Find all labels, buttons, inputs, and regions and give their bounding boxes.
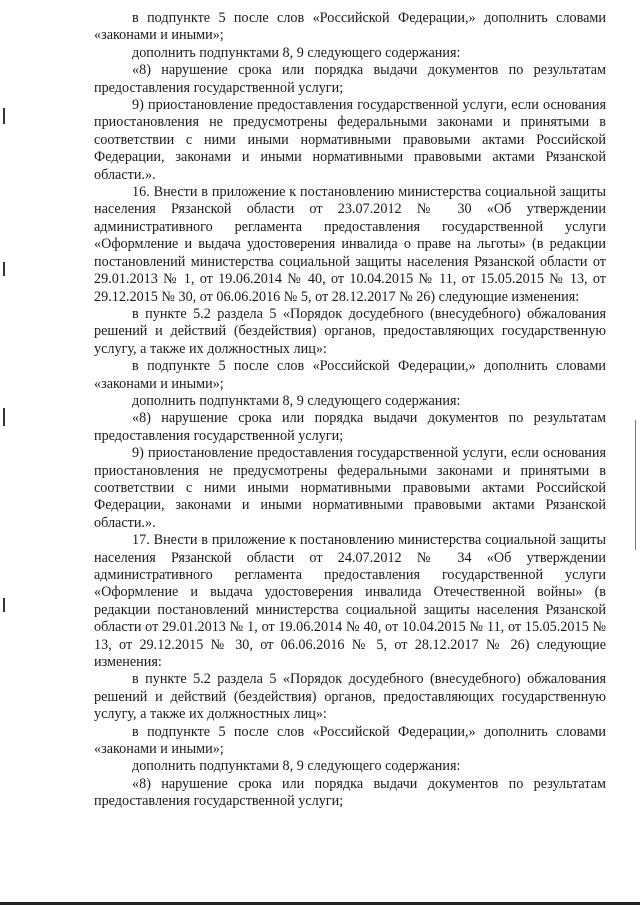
paragraph: «8) нарушение срока или порядка выдачи документов по результатам предоставления государственной услуги; (94, 775, 606, 810)
paragraph: дополнить подпунктами 8, 9 следующего содержания: (132, 44, 461, 61)
paragraph: в пункте 5.2 раздела 5 «Порядок досудебного (внесудебного) обжалования решений и действий (бездействия) органов, предоставляющих государственную услугу, а также их должностных лиц»: (94, 671, 606, 723)
scan-edge-line (635, 420, 636, 550)
scan-edge-mark (3, 262, 5, 276)
paragraph: 17. Внести в приложение к постановлению министерства социальной защиты населения Рязанской области от 24.07.2012 № 34 «Об утверждении административного регламента предоставления государственной услуги «Оформление и выдача удостоверения инвалида Отечественной войны» (в редакции постановлений министерства социальной защиты населения Рязанской области от 29.01.2013 № 1, от 19.06.2014 № 40, от 10.04.2015 № 11, от 15.05.2015 № 13, от 29.12.2015 № 30, от 06.06.2016 № 5, от 28.12.2017 № 26) следующие изменения: (94, 532, 606, 671)
paragraph: дополнить подпунктами 8, 9 следующего содержания: (132, 758, 461, 775)
paragraph: «8) нарушение срока или порядка выдачи документов по результатам предоставления государственной услуги; (94, 410, 606, 444)
paragraph: в подпункте 5 после слов «Российской Федерации,» дополнить словами «законами и иными»; (94, 723, 606, 758)
paragraph: в подпункте 5 после слов «Российской Федерации,» дополнить словами «законами и иными»; (94, 10, 606, 44)
scan-edge-mark (3, 598, 5, 612)
paragraph: в пункте 5.2 раздела 5 «Порядок досудебного (внесудебного) обжалования решений и действий (бездействия) органов, предоставляющих государственную услугу, а также их должностных лиц»: (94, 305, 606, 357)
scan-edge-mark (3, 408, 5, 426)
paragraph: «8) нарушение срока или порядка выдачи документов по результатам предоставления государственной услуги; (94, 62, 606, 96)
paragraph: 9) приостановление предоставления государственной услуги, если основания приостановления не предусмотрены федеральными законами и принятыми в соответствии с ними иными нормативными правовыми актами Российской Федерации, законами и иными нормативными правовыми актами Рязанской области.». (94, 445, 606, 531)
scan-edge-mark (3, 108, 5, 124)
paragraph: 16. Внести в приложение к постановлению министерства социальной защиты населения Рязанской области от 23.07.2012 № 30 «Об утверждении административного регламента предоставления государственной услуги «Оформление и выдача удостоверения инвалида о праве на льготы» (в редакции постановлений министерства социальной защиты населения Рязанской области от 29.01.2013 № 1, от 19.06.2014 № 40, от 10.04.2015 № 11, от 15.05.2015 № 13, от 29.12.2015 № 30, от 06.06.2016 № 5, от 28.12.2017 № 26) следующие изменения: (94, 184, 606, 305)
paragraph: 9) приостановление предоставления государственной услуги, если основания приостановления не предусмотрены федеральными законами и принятыми в соответствии с ними иными нормативными правовыми актами Российской Федерации, законами и иными нормативными правовыми актами Рязанской области.». (94, 97, 606, 183)
document-body (94, 10, 606, 811)
paragraph: дополнить подпунктами 8, 9 следующего содержания: (132, 392, 461, 409)
paragraph: в подпункте 5 после слов «Российской Федерации,» дополнить словами «законами и иными»; (94, 358, 606, 392)
